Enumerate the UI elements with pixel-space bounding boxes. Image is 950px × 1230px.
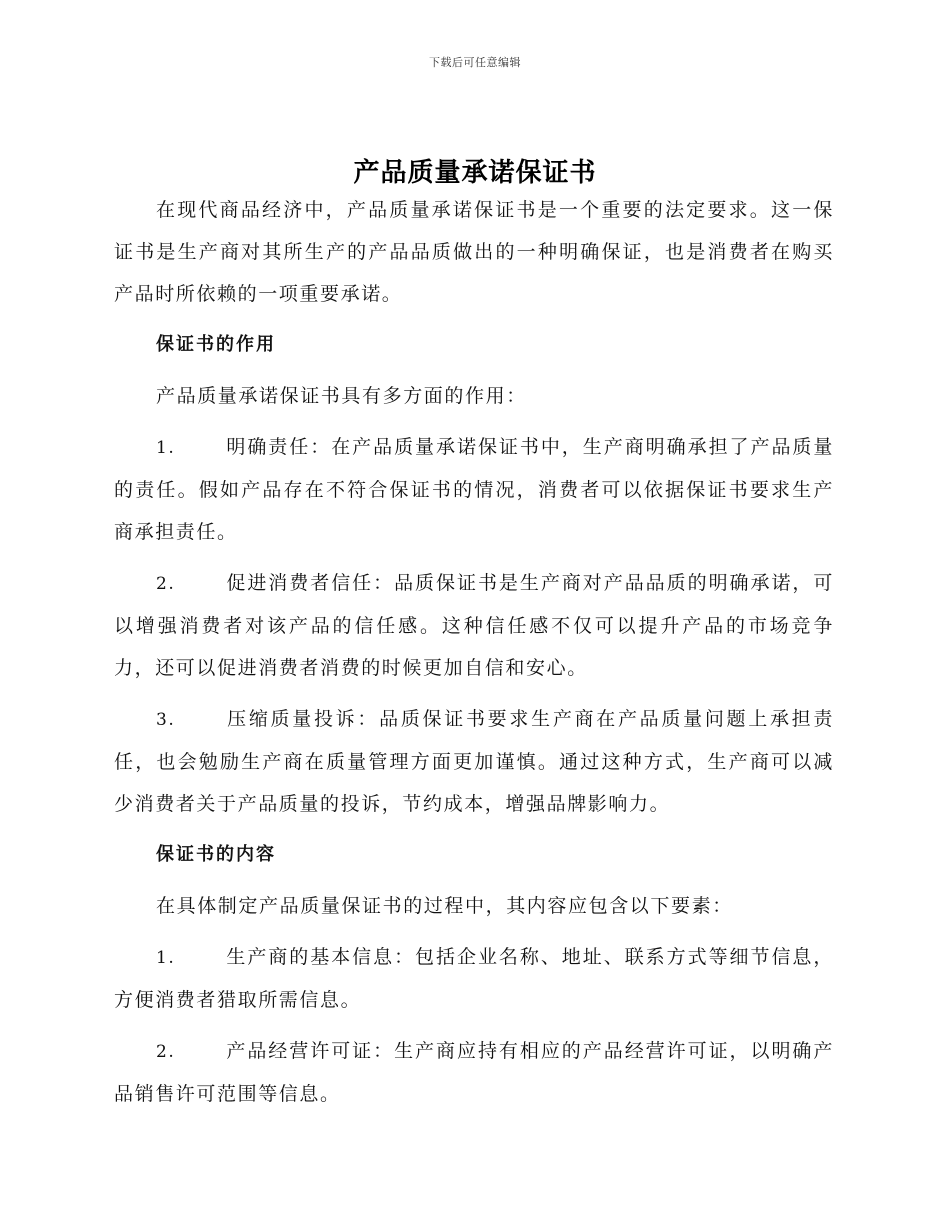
list-item-text: 明确责任：在产品质量承诺保证书中，生产商明确承担了产品质量的责任。假如产品存在不符合保证书的情况，消费者可以依据保证书要求生产商承担责任。	[114, 436, 834, 543]
list-item-text: 生产商的基本信息：包括企业名称、地址、联系方式等细节信息，方便消费者猎取所需信息。	[114, 946, 834, 1011]
document-title: 产品质量承诺保证书	[353, 158, 597, 188]
list-item-text: 产品经营许可证：生产商应持有相应的产品经营许可证，以明确产品销售许可范围等信息。	[114, 1040, 834, 1105]
section-heading-role: 保证书的作用	[156, 334, 276, 355]
list-item-number: 2.	[156, 1042, 176, 1062]
list-item	[114, 562, 834, 689]
intro-paragraph: 在现代商品经济中，产品质量承诺保证书是一个重要的法定要求。这一保证书是生产商对其所生产的产品品质做出的一种明确保证，也是消费者在购买产品时所依赖的一项重要承诺。	[114, 199, 834, 305]
section-lead-content: 在具体制定产品质量保证书的过程中，其内容应包含以下要素：	[156, 895, 733, 917]
section-lead-role: 产品质量承诺保证书具有多方面的作用：	[156, 385, 527, 407]
section-heading-content: 保证书的内容	[156, 844, 276, 865]
header-note: 下载后可任意编辑	[429, 56, 521, 69]
list-item-text: 促进消费者信任：品质保证书是生产商对产品品质的明确承诺，可以增强消费者对该产品的信任感。这种信任感不仅可以提升产品的市场竞争力，还可以促进消费者消费的时候更加自信和安心。	[114, 572, 834, 679]
list-item-number: 1.	[156, 438, 176, 458]
list-item-number: 1.	[156, 948, 176, 968]
list-item-number: 2.	[156, 574, 176, 594]
list-item-text: 压缩质量投诉：品质保证书要求生产商在产品质量问题上承担责任，也会勉励生产商在质量管理方面更加谨慎。通过这种方式，生产商可以减少消费者关于产品质量的投诉，节约成本，增强品牌影响力。	[114, 708, 834, 815]
list-item	[114, 1030, 834, 1115]
document-body	[114, 189, 834, 1115]
list-item	[114, 936, 834, 1021]
list-item	[114, 426, 834, 553]
list-item-number: 3.	[156, 710, 176, 730]
list-item	[114, 698, 834, 825]
